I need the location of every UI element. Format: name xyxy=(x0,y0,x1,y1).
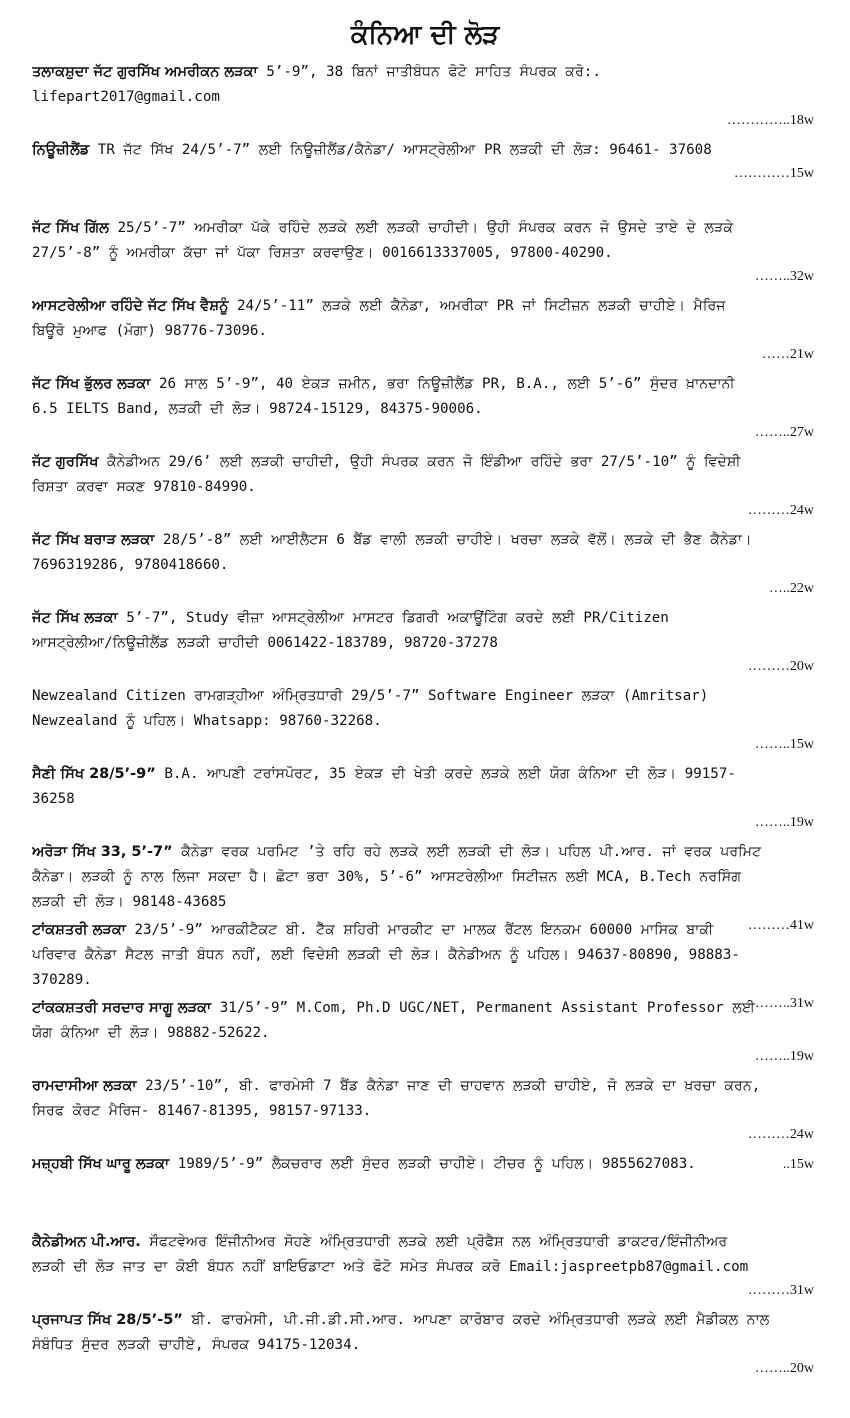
ad-text: 5’-9”, 38 ਬਿਨਾਂ ਜਾਤੀਬੰਧਨ ਫੋਟੋ ਸਾਹਿਤ ਸੰਪਰਕ ਕਰੋ:. xyxy=(257,64,601,80)
ad-text: 26 ਸਾਲ 5’-9”, 40 ਏਕੜ ਜ਼ਮੀਨ, ਭਰਾ ਨਿਊਜ਼ੀਲੈਂਡ PR, B.A., ਲਈ 5’-6” ਸੁੰਦਰ ਖ਼ਾਨਦਾਨੀ xyxy=(150,376,735,392)
classified-ad xyxy=(32,762,814,840)
classified-ad xyxy=(32,138,814,216)
classified-ad xyxy=(32,450,814,528)
ad-lead: ਜੱਟ ਸਿੱਖ ਬਰਾੜ ਲੜਕਾ xyxy=(32,532,155,548)
ad-code: ……..27w xyxy=(754,425,814,440)
ad-line-2: ਸੰਬੰਧਿਤ ਸੁੰਦਰ ਲੜਕੀ ਚਾਹੀਏ, ਸੰਪਰਕ 94175-12034. xyxy=(32,1337,361,1353)
ad-line-2: 6.5 IELTS Band, ਲੜਕੀ ਦੀ ਲੋੜ। 98724-15129, 84375-90006. xyxy=(32,401,483,417)
ad-text: 24/5’-11” ਲੜਕੇ ਲਈ ਕੈਨੇਡਾ, ਅਮਰੀਕਾ PR ਜਾਂ ਸਿਟੀਜ਼ਨ ਲੜਕੀ ਚਾਹੀਏ। ਮੈਰਿਜ xyxy=(228,298,726,314)
ad-text: ਸੌਫਟਵੇਅਰ ਇੰਜੀਨੀਅਰ ਸੋਹਣੇ ਅੰਮ੍ਰਿਤਧਾਰੀ ਲੜਕੇ ਲਈ ਪ੍ਰੋਫੈਸ਼ ਨਲ ਅੰਮ੍ਰਿਤਧਾਰੀ ਡਾਕਟਰ/ਇੰਜੀਨੀਅਰ xyxy=(140,1234,728,1250)
ad-code: ………20w xyxy=(747,659,814,674)
ad-lead: ਰਾਮਦਾਸੀਆ ਲੜਕਾ xyxy=(32,1078,137,1094)
ad-code: ……..15w xyxy=(754,737,814,752)
ad-text: B.A. ਆਪਣੀ ਟਰਾਂਸਪੋਰਟ, 35 ਏਕੜ ਦੀ ਖੇਤੀ ਕਰਦੇ ਲੜਕੇ ਲਈ ਯੋਗ ਕੰਨਿਆ ਦੀ ਲੋੜ। 99157- xyxy=(155,766,736,782)
ad-text: ਕੈਨੇਡਾ ਵਰਕ ਪਰਮਿਟ ’ਤੇ ਰਹਿ ਰਹੇ ਲੜਕੇ ਲਈ ਲੜਕੀ ਦੀ ਲੋੜ। ਪਹਿਲ ਪੀ.ਆਰ. ਜਾਂ ਵਰਕ ਪਰਮਿਟ xyxy=(172,844,762,860)
ad-code: ……..31w xyxy=(754,996,814,1011)
ad-code: ………24w xyxy=(747,1127,814,1142)
ad-line-1 xyxy=(32,216,814,241)
ad-line-1 xyxy=(32,60,814,85)
ad-text: TR ਜੱਟ ਸਿੱਖ 24/5’-7” ਲਈ ਨਿਊਜ਼ੀਲੈਂਡ/ਕੈਨੇਡਾ/ ਆਸਟ੍ਰੇਲੀਆ PR ਲੜਕੀ ਦੀ ਲੋੜ: 96461- 37608 xyxy=(89,142,712,158)
ad-line-1 xyxy=(32,840,814,865)
classified-ad xyxy=(32,1074,814,1152)
ad-lead: ਤਲਾਕਸ਼ੁਦਾ ਜੱਟ ਗੁਰਸਿੱਖ ਅਮਰੀਕਨ ਲੜਕਾ xyxy=(32,64,258,80)
classified-ad xyxy=(32,1308,814,1386)
ad-lead: ਅਰੋੜਾ ਸਿੱਖ 33, 5’-7” xyxy=(32,844,173,860)
ad-line-1 xyxy=(32,528,814,553)
ad-line-2: ਆਸਟ੍ਰੇਲੀਆ/ਨਿਊਜ਼ੀਲੈਂਡ ਲੜਕੀ ਚਾਹੀਦੀ 0061422-183789, 98720-37278 xyxy=(32,635,498,651)
ad-lead: ਪ੍ਰਜਾਪਤ ਸਿੱਖ 28/5’-5” xyxy=(32,1312,183,1328)
ad-code: …..22w xyxy=(768,581,814,596)
ad-code: …………..18w xyxy=(726,113,814,128)
ad-line-2: 7696319286, 9780418660. xyxy=(32,557,229,573)
ad-line-2: ਸਿਰਫ ਕੋਰਟ ਮੈਰਿਜ- 81467-81395, 98157-97133. xyxy=(32,1103,372,1119)
classified-ad xyxy=(32,1152,814,1230)
classified-ad xyxy=(32,684,814,762)
classified-ad xyxy=(32,372,814,450)
ad-text: 25/5’-7” ਅਮਰੀਕਾ ਪੱਕੇ ਰਹਿੰਦੇ ਲੜਕੇ ਲਈ ਲੜਕੀ ਚਾਹੀਦੀ। ਉਹੀ ਸੰਪਰਕ ਕਰਨ ਜੋ ਉਸਦੇ ਤਾਏ ਦੇ ਲੜਕੇ xyxy=(108,220,734,236)
ad-lead: ਕੈਨੇਡੀਅਨ ਪੀ.ਆਰ. xyxy=(32,1234,141,1250)
ad-line-2: ਬਿਊਰੋ ਮੁਆਫ (ਮੋਗਾ) 98776-73096. xyxy=(32,323,267,339)
ad-code: ………41w xyxy=(747,918,814,933)
ad-code: ……..20w xyxy=(754,1361,814,1376)
ad-text: 28/5’-8” ਲਈ ਆਈਲੈਟਸ 6 ਬੈਂਡ ਵਾਲੀ ਲੜਕੀ ਚਾਹੀਏ। ਖਰਚਾ ਲੜਕੇ ਵੱਲੋਂ। ਲੜਕੇ ਦੀ ਭੈਣ ਕੈਨੇਡਾ। xyxy=(154,532,752,548)
ad-text: Newzealand Citizen ਰਾਮਗੜ੍ਹੀਆ ਅੰਮ੍ਰਿਤਧਾਰੀ 29/5’-7” Software Engineer ਲੜਕਾ (Amritsar) xyxy=(32,688,709,704)
ad-line-1 xyxy=(32,1308,814,1333)
ad-lead: ਆਸਟਰੇਲੀਆ ਰਹਿੰਦੇ ਜੱਟ ਸਿੱਖ ਵੈਸ਼ਨੂੰ xyxy=(32,298,229,314)
classified-ad xyxy=(32,1230,814,1308)
ad-lead: ਨਿਊਜ਼ੀਲੈਂਡ xyxy=(32,142,90,158)
ad-line-2: 27/5’-8” ਨੂੰ ਅਮਰੀਕਾ ਕੱਚਾ ਜਾਂ ਪੱਕਾ ਰਿਸ਼ਤਾ ਕਰਵਾਉਣ। 0016613337005, 97800-40290. xyxy=(32,245,613,261)
ad-code: ………24w xyxy=(747,503,814,518)
ad-line-2: 36258 xyxy=(32,791,75,807)
classified-ad xyxy=(32,606,814,684)
ad-lead: ਸੈਣੀ ਸਿੱਖ 28/5’-9” xyxy=(32,766,156,782)
ad-lead: ਜੱਟ ਗੁਰਸਿੱਖ xyxy=(32,454,99,470)
classified-ad xyxy=(32,60,814,138)
ad-code: ……..19w xyxy=(754,1049,814,1064)
ad-text: ਕੈਨੇਡੀਅਨ 29/6’ ਲਈ ਲੜਕੀ ਚਾਹੀਦੀ, ਉਹੀ ਸੰਪਰਕ ਕਰਨ ਜੋ ਇੰਡੀਆ ਰਹਿੰਦੇ ਭਰਾ 27/5’-10” ਨੂੰ ਵਿਦੇਸ਼ੀ xyxy=(98,454,741,470)
ad-line-1 xyxy=(32,762,814,787)
ad-text: 31/5’-9” M.Com, Ph.D UGC/NET, Permanent Assistant Professor ਲਈ xyxy=(211,1000,755,1016)
ad-lead: ਜੱਟ ਸਿੱਖ ਗਿੱਲ xyxy=(32,220,109,236)
ad-line-2: ਰਿਸ਼ਤਾ ਕਰਵਾ ਸਕਣ 97810-84990. xyxy=(32,479,256,495)
ad-line-1 xyxy=(32,1074,814,1099)
ad-line-1 xyxy=(32,294,814,319)
ad-text: ਬੀ. ਫਾਰਮੇਸੀ, ਪੀ.ਜੀ.ਡੀ.ਸੀ.ਆਰ. ਆਪਣਾ ਕਾਰੋਬਾਰ ਕਰਦੇ ਅੰਮ੍ਰਿਤਧਾਰੀ ਲੜਕੇ ਲਈ ਮੈਡੀਕਲ ਨਾਲ xyxy=(182,1312,770,1328)
ad-lead: ਜੱਟ ਸਿੱਖ ਭੁੱਲਰ ਲੜਕਾ xyxy=(32,376,151,392)
ad-line-1 xyxy=(32,606,814,631)
ad-text: 5’-7”, Study ਵੀਜ਼ਾ ਆਸਟ੍ਰੇਲੀਆ ਮਾਸਟਰ ਡਿਗਰੀ ਅਕਾਊਂਟਿੰਗ ਕਰਦੇ ਲਈ PR/Citizen xyxy=(117,610,669,626)
classified-ad xyxy=(32,996,814,1074)
ad-line-1 xyxy=(32,1152,814,1177)
ad-line-2: ਪਰਿਵਾਰ ਕੈਨੇਡਾ ਸੈਟਲ ਜਾਤੀ ਬੰਧਨ ਨਹੀਂ, ਲਈ ਵਿਦੇਸ਼ੀ ਲੜਕੀ ਦੀ ਲੋੜ। ਕੈਨੇਡੀਅਨ ਨੂੰ ਪਹਿਲ। 94637-80890, 98883- xyxy=(32,947,740,963)
ad-code: ..15w xyxy=(782,1157,814,1172)
ad-code: ……..32w xyxy=(754,269,814,284)
ad-code: ………31w xyxy=(747,1283,814,1298)
ad-line-2: ਕੈਨੇਡਾ। ਲੜਕੀ ਨੂੰ ਨਾਲ ਲਿਜਾ ਸਕਦਾ ਹੈ। ਛੋਟਾ ਭਰਾ 30%, 5’-6” ਆਸਟਰੇਲੀਆ ਸਿਟੀਜ਼ਨ ਲਈ MCA, B.Tech ਨਰਸਿੰਗ xyxy=(32,869,742,885)
ad-lead: ਟਾਂਕਸ਼ਤਰੀ ਲੜਕਾ xyxy=(32,922,126,938)
ad-line-1 xyxy=(32,918,814,943)
ad-line-2: ਯੋਗ ਕੰਨਿਆ ਦੀ ਲੋੜ। 98882-52622. xyxy=(32,1025,270,1041)
ad-lead: ਟਾਂਕਕਸ਼ਤਰੀ ਸਰਦਾਰ ਸਾਗੂ ਲੜਕਾ xyxy=(32,1000,212,1016)
ad-line-2: ਲੜਕੀ ਦੀ ਲੋੜ ਜਾਤ ਦਾ ਕੋਈ ਬੰਧਨ ਨਹੀਂ ਬਾਇਓਡਾਟਾ ਅਤੇ ਫੋਟੋ ਸਮੇਤ ਸੰਪਰਕ ਕਰੋ Email:jaspreetpb87@gmail.com xyxy=(32,1259,749,1275)
classified-ad xyxy=(32,528,814,606)
ad-lead: ਜੱਟ ਸਿੱਖ ਲੜਕਾ xyxy=(32,610,118,626)
ads-list xyxy=(32,60,814,1386)
ad-line-2: Newzealand ਨੂੰ ਪਹਿਲ। Whatsapp: 98760-32268. xyxy=(32,713,382,729)
ad-line-1 xyxy=(32,684,814,709)
ad-line-3: 370289. xyxy=(32,972,92,988)
ad-line-1 xyxy=(32,1230,814,1255)
ad-code: …………15w xyxy=(733,166,814,181)
ad-line-1 xyxy=(32,372,814,397)
ad-line-1 xyxy=(32,996,814,1021)
ad-code: ……21w xyxy=(761,347,814,362)
ad-code: ……..19w xyxy=(754,815,814,830)
ad-lead: ਮਜ਼੍ਹਬੀ ਸਿੱਖ ਘਾਰੂ ਲੜਕਾ xyxy=(32,1156,170,1172)
ad-line-3: ਲੜਕੀ ਦੀ ਲੋੜ। 98148-43685 xyxy=(32,894,227,910)
ad-text: 23/5’-9” ਆਰਕੀਟੈਕਟ ਬੀ. ਟੈੱਕ ਸ਼ਹਿਰੀ ਮਾਰਕੀਟ ਦਾ ਮਾਲਕ ਰੈਂਟਲ ਇਨਕਮ 60000 ਮਾਸਿਕ ਬਾਕੀ xyxy=(125,922,714,938)
page-title: ਕੰਨਿਆ ਦੀ ਲੋੜ xyxy=(350,20,500,50)
ad-line-1 xyxy=(32,450,814,475)
ad-line-2: lifepart2017@gmail.com xyxy=(32,89,220,105)
ad-line-1 xyxy=(32,138,814,163)
ad-text: 23/5’-10”, ਬੀ. ਫਾਰਮੇਸੀ 7 ਬੈਂਡ ਕੈਨੇਡਾ ਜਾਣ ਦੀ ਚਾਹਵਾਨ ਲੜਕੀ ਚਾਹੀਏ, ਜੋ ਲੜਕੇ ਦਾ ਖ਼ਰਚਾ ਕਰਨ, xyxy=(136,1078,761,1094)
classified-ad xyxy=(32,294,814,372)
ad-text: 1989/5’-9” ਲੈਕਚਰਾਰ ਲਈ ਸੁੰਦਰ ਲੜਕੀ ਚਾਹੀਏ। ਟੀਚਰ ਨੂੰ ਪਹਿਲ। 9855627083. xyxy=(169,1156,696,1172)
classified-ad xyxy=(32,216,814,294)
